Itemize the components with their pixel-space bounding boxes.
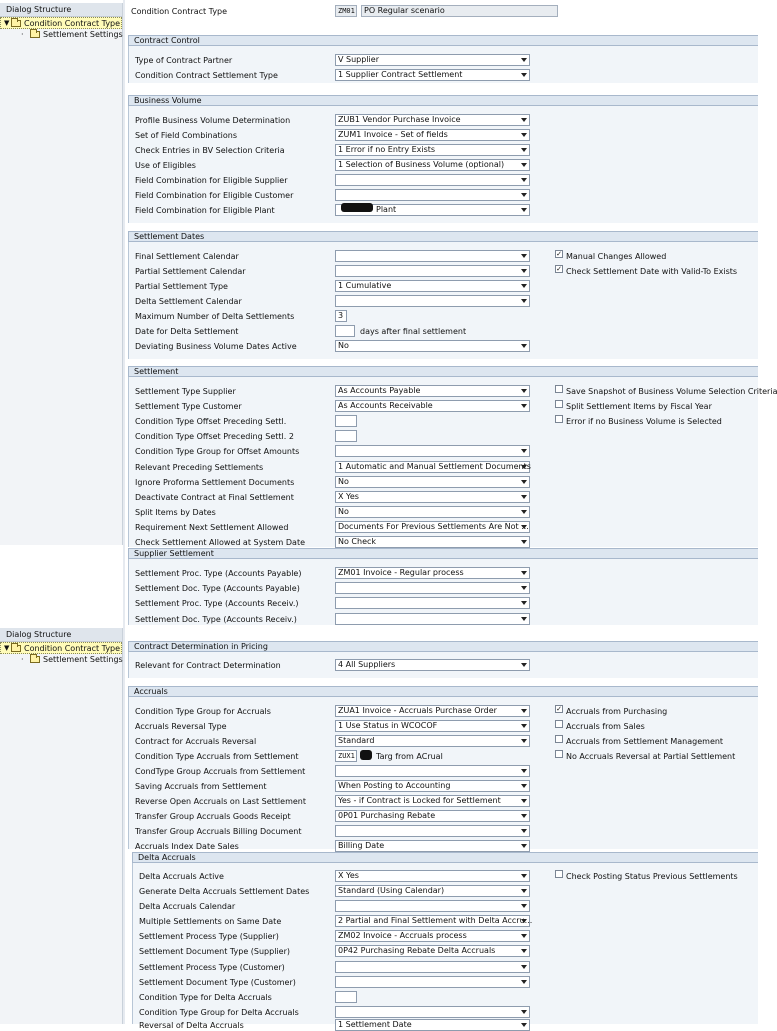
chevron-down-icon[interactable] bbox=[521, 465, 527, 469]
dropdown-field[interactable] bbox=[335, 54, 530, 66]
chevron-down-icon[interactable] bbox=[521, 949, 527, 953]
dropdown-field[interactable] bbox=[335, 930, 530, 942]
field-label: Requirement Next Settlement Allowed bbox=[135, 523, 289, 532]
chevron-down-icon[interactable] bbox=[521, 663, 527, 667]
checkbox[interactable] bbox=[555, 415, 563, 423]
dropdown-field[interactable] bbox=[335, 597, 530, 609]
checkbox[interactable] bbox=[555, 385, 563, 393]
chevron-down-icon[interactable] bbox=[521, 829, 527, 833]
folder-open-icon bbox=[11, 645, 21, 652]
checkbox[interactable] bbox=[555, 750, 563, 758]
dropdown-value: Documents For Previous Settlements Are Not ... bbox=[338, 522, 529, 531]
dropdown-field[interactable] bbox=[335, 720, 530, 732]
chevron-down-icon[interactable] bbox=[521, 814, 527, 818]
chevron-down-icon[interactable] bbox=[521, 299, 527, 303]
field-label: Maximum Number of Delta Settlements bbox=[135, 312, 295, 321]
dropdown-field[interactable] bbox=[335, 506, 530, 518]
folder-icon bbox=[30, 656, 40, 663]
field-label: Partial Settlement Calendar bbox=[135, 267, 246, 276]
checkbox[interactable] bbox=[555, 400, 563, 408]
field-label: Check Settlement Allowed at System Date bbox=[135, 538, 306, 547]
field-label: Use of Eligibles bbox=[135, 161, 196, 170]
dropdown-value: Plant bbox=[376, 205, 397, 214]
field-label: Condition Contract Settlement Type bbox=[135, 71, 278, 80]
field-label: Accruals Index Date Sales bbox=[135, 842, 239, 851]
chevron-down-icon[interactable] bbox=[521, 269, 527, 273]
chevron-down-icon[interactable] bbox=[521, 208, 527, 212]
dropdown-value: 1 Automatic and Manual Settlement Documents bbox=[338, 462, 531, 471]
dropdown-field[interactable] bbox=[335, 385, 530, 397]
chevron-down-icon[interactable] bbox=[521, 709, 527, 713]
chevron-down-icon[interactable] bbox=[521, 919, 527, 923]
chevron-down-icon[interactable] bbox=[521, 1023, 527, 1027]
dropdown-field[interactable] bbox=[335, 765, 530, 777]
text-input-field[interactable] bbox=[335, 415, 357, 427]
text-input-field[interactable] bbox=[335, 325, 355, 337]
dropdown-value: 0P42 Purchasing Rebate Delta Accruals bbox=[338, 946, 496, 955]
redacted-block bbox=[341, 203, 373, 212]
folder-open-icon bbox=[11, 20, 21, 27]
field-label: Field Combination for Eligible Plant bbox=[135, 206, 275, 215]
chevron-down-icon[interactable] bbox=[521, 193, 527, 197]
chevron-down-icon[interactable] bbox=[521, 178, 527, 182]
checkbox-label: Accruals from Settlement Management bbox=[566, 737, 724, 746]
dropdown-field[interactable] bbox=[335, 129, 530, 141]
chevron-down-icon[interactable] bbox=[521, 571, 527, 575]
tree-bullet-icon: · bbox=[21, 655, 24, 664]
field-label: Split Items by Dates bbox=[135, 508, 216, 517]
chevron-down-icon[interactable] bbox=[521, 904, 527, 908]
dropdown-field[interactable] bbox=[335, 1006, 530, 1018]
field-label: Deactivate Contract at Final Settlement bbox=[135, 493, 294, 502]
dropdown-value: 1 Selection of Business Volume (optional) bbox=[338, 160, 505, 169]
text-input-field[interactable] bbox=[335, 991, 357, 1003]
chevron-down-icon[interactable] bbox=[521, 889, 527, 893]
checkbox[interactable] bbox=[555, 870, 563, 878]
dropdown-field[interactable] bbox=[335, 280, 530, 292]
dropdown-field[interactable] bbox=[335, 340, 530, 352]
dropdown-field[interactable] bbox=[335, 976, 530, 988]
contract-type-code-field: ZM01 bbox=[335, 5, 357, 17]
field-label: Settlement Process Type (Supplier) bbox=[139, 932, 279, 941]
dropdown-field[interactable] bbox=[335, 476, 530, 488]
field-label: Multiple Settlements on Same Date bbox=[139, 917, 282, 926]
checkbox-label: Split Settlement Items by Fiscal Year bbox=[566, 402, 712, 411]
chevron-down-icon[interactable] bbox=[521, 118, 527, 122]
checkbox[interactable] bbox=[555, 720, 563, 728]
condition-type-description: Targ from ACrual bbox=[376, 752, 443, 761]
dropdown-field[interactable] bbox=[335, 870, 530, 882]
chevron-down-icon[interactable] bbox=[521, 965, 527, 969]
field-label: Condition Type Group for Delta Accruals bbox=[139, 1008, 299, 1017]
chevron-down-icon[interactable] bbox=[521, 784, 527, 788]
tree-bullet-icon: · bbox=[21, 30, 24, 39]
dropdown-value: 0P01 Purchasing Rebate bbox=[338, 811, 436, 820]
chevron-down-icon[interactable] bbox=[521, 739, 527, 743]
dropdown-field[interactable] bbox=[335, 114, 530, 126]
dropdown-value: ZUM1 Invoice - Set of fields bbox=[338, 130, 448, 139]
dropdown-value: V Supplier bbox=[338, 55, 379, 64]
dropdown-value: 1 Settlement Date bbox=[338, 1020, 412, 1029]
field-label: Generate Delta Accruals Settlement Dates bbox=[139, 887, 310, 896]
chevron-down-icon[interactable] bbox=[521, 284, 527, 288]
dropdown-value: 4 All Suppliers bbox=[338, 660, 396, 669]
field-label: Field Combination for Eligible Supplier bbox=[135, 176, 288, 185]
checkbox[interactable]: ✓ bbox=[556, 265, 562, 273]
field-label: Settlement Type Supplier bbox=[135, 387, 236, 396]
section-title-settlement-dates: Settlement Dates bbox=[128, 231, 758, 242]
dropdown-field[interactable] bbox=[335, 840, 530, 852]
dropdown-value: ZM01 Invoice - Regular process bbox=[338, 568, 464, 577]
dropdown-field[interactable] bbox=[335, 810, 530, 822]
dropdown-value: 1 Cumulative bbox=[338, 281, 392, 290]
chevron-down-icon[interactable] bbox=[521, 510, 527, 514]
chevron-down-icon[interactable] bbox=[521, 1010, 527, 1014]
dropdown-value: When Posting to Accounting bbox=[338, 781, 451, 790]
redacted-block bbox=[360, 750, 372, 760]
field-label: Ignore Proforma Settlement Documents bbox=[135, 478, 295, 487]
chevron-down-icon[interactable] bbox=[521, 389, 527, 393]
field-label: Settlement Document Type (Customer) bbox=[139, 978, 296, 987]
field-label: Settlement Doc. Type (Accounts Receiv.) bbox=[135, 615, 297, 624]
checkbox-label: No Accruals Reversal at Partial Settlement bbox=[566, 752, 736, 761]
dropdown-field[interactable] bbox=[335, 521, 530, 533]
dropdown-field[interactable] bbox=[335, 159, 530, 171]
field-label: Accruals Reversal Type bbox=[135, 722, 227, 731]
chevron-down-icon[interactable] bbox=[521, 404, 527, 408]
field-label: Condition Type Offset Preceding Settl. bbox=[135, 417, 287, 426]
section-title-contract-control: Contract Control bbox=[128, 35, 758, 46]
chevron-down-icon[interactable] bbox=[521, 163, 527, 167]
field-label: Condition Type Group for Accruals bbox=[135, 707, 271, 716]
dropdown-value: ZUA1 Invoice - Accruals Purchase Order bbox=[338, 706, 497, 715]
field-label: Delta Accruals Calendar bbox=[139, 902, 236, 911]
field-label: Type of Contract Partner bbox=[135, 56, 233, 65]
text-input-field[interactable] bbox=[335, 430, 357, 442]
chevron-down-icon[interactable] bbox=[521, 480, 527, 484]
chevron-down-icon[interactable] bbox=[521, 601, 527, 605]
tree-expand-icon[interactable]: ▼ bbox=[4, 644, 10, 652]
dropdown-field[interactable] bbox=[335, 461, 530, 473]
field-label: Saving Accruals from Settlement bbox=[135, 782, 267, 791]
dropdown-field[interactable] bbox=[335, 144, 530, 156]
chevron-down-icon[interactable] bbox=[521, 148, 527, 152]
chevron-down-icon[interactable] bbox=[521, 449, 527, 453]
field-label: Condition Type for Delta Accruals bbox=[139, 993, 272, 1002]
dropdown-value: Yes - if Contract is Locked for Settlement bbox=[338, 796, 501, 805]
field-label: Deviating Business Volume Dates Active bbox=[135, 342, 297, 351]
field-label: Partial Settlement Type bbox=[135, 282, 228, 291]
section-title-delta-accruals: Delta Accruals bbox=[132, 852, 758, 863]
folder-icon bbox=[30, 31, 40, 38]
field-label: Delta Settlement Calendar bbox=[135, 297, 242, 306]
dropdown-field[interactable] bbox=[335, 915, 533, 927]
chevron-down-icon[interactable] bbox=[521, 934, 527, 938]
dropdown-value: Standard (Using Calendar) bbox=[338, 886, 445, 895]
dropdown-value: ZUB1 Vendor Purchase Invoice bbox=[338, 115, 461, 124]
dialog-structure-title: Dialog Structure bbox=[0, 3, 122, 17]
dropdown-value: As Accounts Receivable bbox=[338, 401, 433, 410]
section-title-settlement: Settlement bbox=[128, 366, 758, 377]
tree-item-label: Condition Contract Type bbox=[24, 19, 121, 28]
dropdown-value: Billing Date bbox=[338, 841, 385, 850]
splitter-handle[interactable] bbox=[123, 0, 125, 1024]
dropdown-field[interactable] bbox=[335, 536, 530, 548]
tree-item-condition-contract-type[interactable] bbox=[0, 17, 122, 29]
chevron-down-icon[interactable] bbox=[521, 495, 527, 499]
dropdown-field[interactable] bbox=[335, 885, 530, 897]
dropdown-field[interactable] bbox=[335, 900, 530, 912]
dialog-structure-title: Dialog Structure bbox=[0, 628, 122, 642]
chevron-down-icon[interactable] bbox=[521, 525, 527, 529]
dropdown-value: As Accounts Payable bbox=[338, 386, 421, 395]
field-label: Relevant Preceding Settlements bbox=[135, 463, 264, 472]
dropdown-field[interactable] bbox=[335, 780, 530, 792]
chevron-down-icon[interactable] bbox=[521, 58, 527, 62]
dropdown-field[interactable] bbox=[335, 825, 530, 837]
field-label: CondType Group Accruals from Settlement bbox=[135, 767, 306, 776]
section-title-business-volume: Business Volume bbox=[128, 95, 758, 106]
checkbox-label: Error if no Business Volume is Selected bbox=[566, 417, 722, 426]
chevron-down-icon[interactable] bbox=[521, 586, 527, 590]
chevron-down-icon[interactable] bbox=[521, 540, 527, 544]
header-label: Condition Contract Type bbox=[131, 7, 228, 16]
field-label: Reversal of Delta Accruals bbox=[139, 1021, 244, 1030]
field-label: Field Combination for Eligible Customer bbox=[135, 191, 294, 200]
field-label: Check Entries in BV Selection Criteria bbox=[135, 146, 285, 155]
checkbox[interactable] bbox=[555, 735, 563, 743]
chevron-down-icon[interactable] bbox=[521, 133, 527, 137]
dropdown-value: 1 Supplier Contract Settlement bbox=[338, 70, 463, 79]
condition-type-code-input[interactable]: ZUX1 bbox=[335, 750, 357, 762]
checkbox-label: Accruals from Sales bbox=[566, 722, 645, 731]
dropdown-field[interactable] bbox=[335, 250, 530, 262]
dropdown-value: No Check bbox=[338, 537, 377, 546]
chevron-down-icon[interactable] bbox=[521, 344, 527, 348]
field-label: Transfer Group Accruals Billing Document bbox=[135, 827, 302, 836]
checkbox-label: Check Settlement Date with Valid-To Exists bbox=[566, 267, 738, 276]
dropdown-value: X Yes bbox=[338, 492, 359, 501]
field-label: Settlement Proc. Type (Accounts Payable) bbox=[135, 569, 302, 578]
field-label: Settlement Proc. Type (Accounts Receiv.) bbox=[135, 599, 299, 608]
checkbox[interactable]: ✓ bbox=[556, 250, 562, 258]
dropdown-field[interactable] bbox=[335, 400, 530, 412]
contract-type-description-field: PO Regular scenario bbox=[361, 5, 558, 17]
dropdown-field[interactable] bbox=[335, 945, 530, 957]
dropdown-field[interactable] bbox=[335, 613, 530, 625]
field-label: Condition Type Accruals from Settlement bbox=[135, 752, 299, 761]
checkbox-label: Accruals from Purchasing bbox=[566, 707, 668, 716]
chevron-down-icon[interactable] bbox=[521, 769, 527, 773]
checkbox-label: Save Snapshot of Business Volume Selection Criteria bbox=[566, 387, 777, 396]
dropdown-value: No bbox=[338, 507, 349, 516]
dropdown-field[interactable] bbox=[335, 189, 530, 201]
tree-item-label: Condition Contract Type bbox=[24, 644, 121, 653]
dropdown-field[interactable] bbox=[335, 735, 530, 747]
field-label: Settlement Process Type (Customer) bbox=[139, 963, 285, 972]
checkbox-label: Manual Changes Allowed bbox=[566, 252, 667, 261]
dropdown-value: 1 Use Status in WCOCOF bbox=[338, 721, 438, 730]
tree-item-label: Settlement Settings bbox=[43, 655, 123, 664]
dialog-structure-panel bbox=[0, 3, 123, 545]
dropdown-field[interactable] bbox=[335, 567, 530, 579]
field-label: Profile Business Volume Determination bbox=[135, 116, 291, 125]
chevron-down-icon[interactable] bbox=[521, 724, 527, 728]
dropdown-field[interactable] bbox=[335, 491, 530, 503]
dropdown-value: 2 Partial and Final Settlement with Delta Accru... bbox=[338, 916, 533, 925]
dropdown-value: ZM02 Invoice - Accruals process bbox=[338, 931, 467, 940]
field-label: Delta Accruals Active bbox=[139, 872, 224, 881]
dropdown-value: No bbox=[338, 477, 349, 486]
field-label: Settlement Doc. Type (Accounts Payable) bbox=[135, 584, 300, 593]
dropdown-value: X Yes bbox=[338, 871, 359, 880]
field-label: Date for Delta Settlement bbox=[135, 327, 239, 336]
checkbox-label: Check Posting Status Previous Settlements bbox=[566, 872, 738, 881]
dropdown-field[interactable] bbox=[335, 582, 530, 594]
field-label: Contract for Accruals Reversal bbox=[135, 737, 257, 746]
tree-item-settlement-settings[interactable] bbox=[0, 29, 122, 41]
section-title-accruals: Accruals bbox=[128, 686, 758, 697]
field-label: Reverse Open Accruals on Last Settlement bbox=[135, 797, 306, 806]
dropdown-field[interactable] bbox=[335, 961, 530, 973]
dropdown-value: 1 Error if no Entry Exists bbox=[338, 145, 436, 154]
field-label: Condition Type Group for Offset Amounts bbox=[135, 447, 300, 456]
tree-item-label: Settlement Settings bbox=[43, 30, 123, 39]
field-label: Settlement Type Customer bbox=[135, 402, 242, 411]
section-title-supplier-settlement: Supplier Settlement bbox=[128, 548, 758, 559]
field-suffix-label: days after final settlement bbox=[360, 327, 467, 336]
field-label: Relevant for Contract Determination bbox=[135, 661, 281, 670]
field-label: Final Settlement Calendar bbox=[135, 252, 239, 261]
chevron-down-icon[interactable] bbox=[521, 799, 527, 803]
chevron-down-icon[interactable] bbox=[521, 73, 527, 77]
dropdown-field[interactable] bbox=[335, 795, 530, 807]
dropdown-field[interactable] bbox=[335, 1019, 530, 1031]
chevron-down-icon[interactable] bbox=[521, 874, 527, 878]
tree-expand-icon[interactable]: ▼ bbox=[4, 19, 10, 27]
dropdown-field[interactable] bbox=[335, 705, 530, 717]
field-label: Set of Field Combinations bbox=[135, 131, 237, 140]
dropdown-field[interactable] bbox=[335, 174, 530, 186]
text-input-field[interactable]: 3 bbox=[335, 310, 347, 322]
dropdown-field[interactable] bbox=[335, 69, 530, 81]
tree-item-condition-contract-type[interactable] bbox=[0, 642, 122, 654]
dropdown-field[interactable] bbox=[335, 265, 530, 277]
chevron-down-icon[interactable] bbox=[521, 617, 527, 621]
chevron-down-icon[interactable] bbox=[521, 254, 527, 258]
dropdown-value: No bbox=[338, 341, 349, 350]
dropdown-field[interactable] bbox=[335, 445, 530, 457]
dropdown-value: Standard bbox=[338, 736, 375, 745]
field-label: Transfer Group Accruals Goods Receipt bbox=[135, 812, 291, 821]
section-title-contract-determination: Contract Determination in Pricing bbox=[128, 641, 758, 652]
field-label: Settlement Document Type (Supplier) bbox=[139, 947, 290, 956]
chevron-down-icon[interactable] bbox=[521, 844, 527, 848]
checkbox[interactable]: ✓ bbox=[556, 705, 562, 713]
dropdown-field[interactable] bbox=[335, 295, 530, 307]
field-label: Condition Type Offset Preceding Settl. 2 bbox=[135, 432, 294, 441]
chevron-down-icon[interactable] bbox=[521, 980, 527, 984]
dropdown-field[interactable] bbox=[335, 659, 530, 671]
dialog-structure-panel-2 bbox=[0, 628, 123, 1024]
tree-item-settlement-settings[interactable] bbox=[0, 654, 122, 666]
